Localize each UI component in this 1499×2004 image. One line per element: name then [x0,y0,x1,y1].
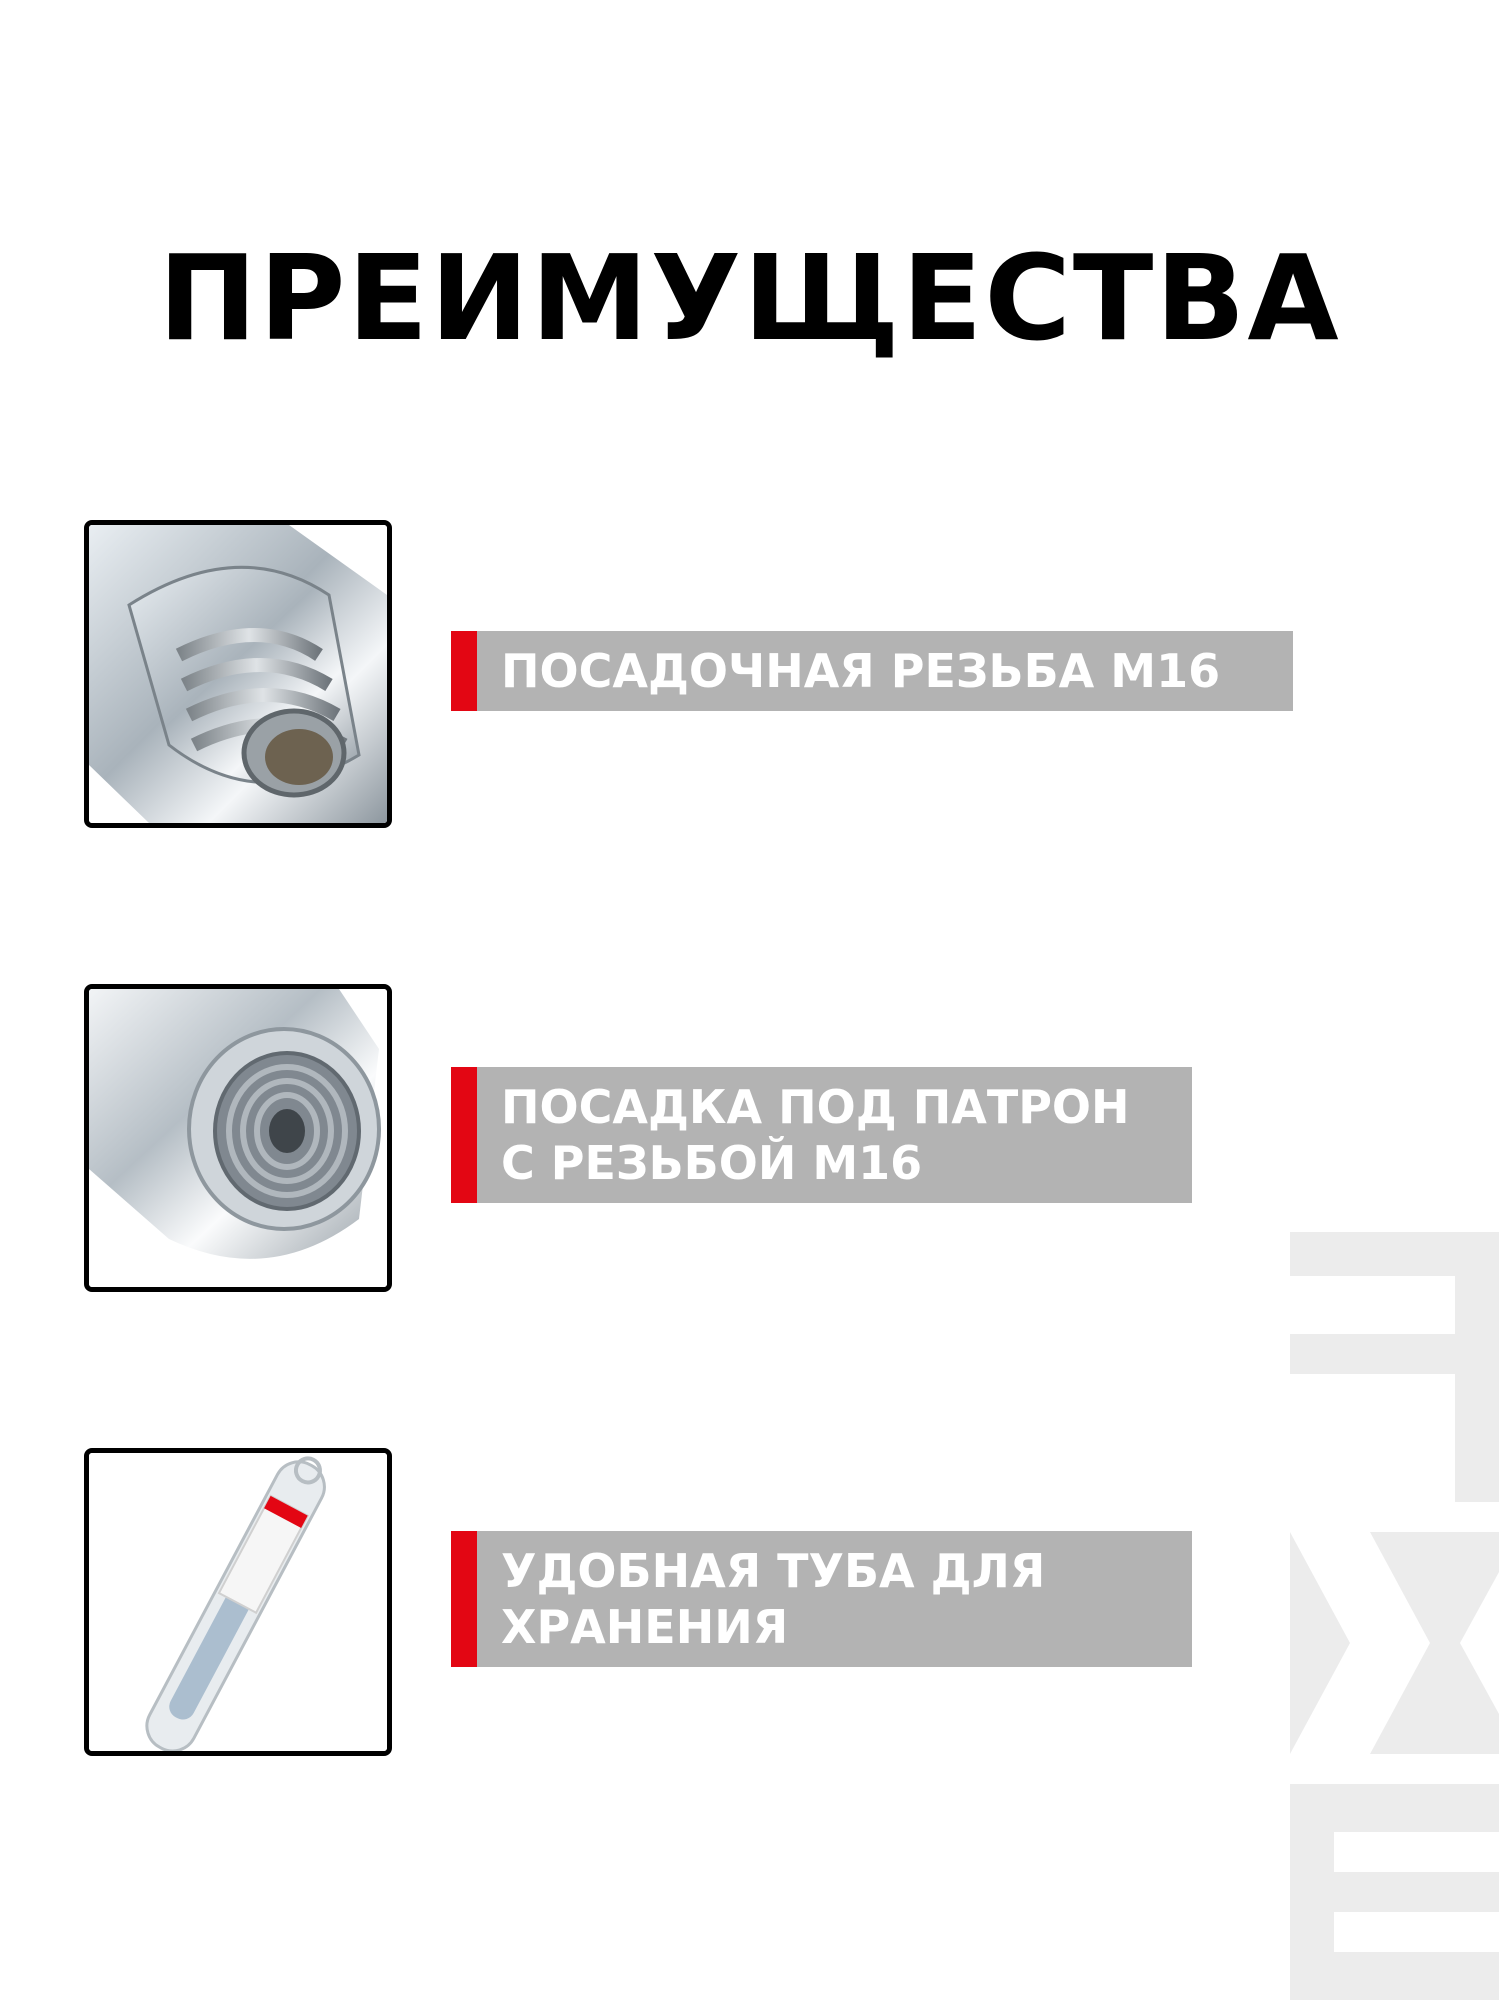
page-title: ПРЕИМУЩЕСТВА [158,229,1341,368]
feature-label-2 [451,1067,1192,1203]
accent-bar [451,1067,477,1203]
feature-label-1 [451,631,1293,711]
female-thread-adapter-image [84,984,392,1292]
accent-bar [451,631,477,711]
feature-label-text: ПОСАДОЧНАЯ РЕЗЬБА М16 [501,644,1221,698]
feature-label-3 [451,1531,1192,1667]
male-thread-adapter-image [84,520,392,828]
ekf-logo-watermark [1290,1232,1499,2000]
feature-label-text: ПОСАДКА ПОД ПАТРОН С РЕЗЬБОЙ М16 [501,1080,1130,1190]
feature-label-text: УДОБНАЯ ТУБА ДЛЯ ХРАНЕНИЯ [501,1544,1046,1654]
accent-bar [451,1531,477,1667]
storage-tube-image [84,1448,392,1756]
